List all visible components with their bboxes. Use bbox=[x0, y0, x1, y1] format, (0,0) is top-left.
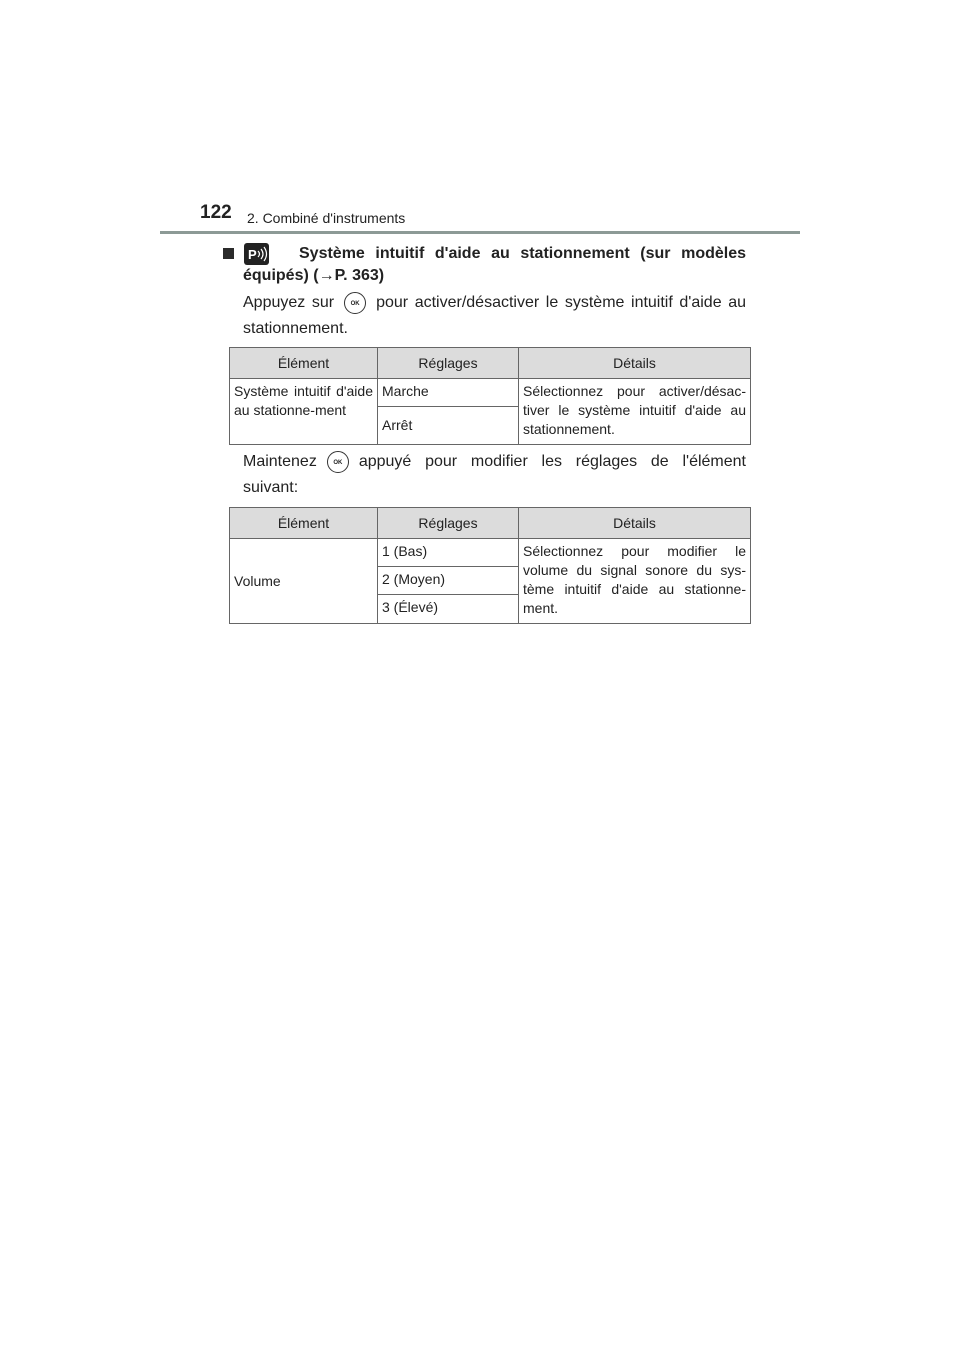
volume-table bbox=[229, 507, 751, 624]
cell-setting-medium: 2 (Moyen) bbox=[378, 567, 519, 595]
cell-element: Volume bbox=[230, 539, 378, 624]
header-settings: Réglages bbox=[378, 508, 519, 539]
cell-setting-off: Arrêt bbox=[378, 407, 519, 445]
header-divider bbox=[160, 231, 800, 234]
cell-setting-high: 3 (Élevé) bbox=[378, 595, 519, 624]
header-element: Élément bbox=[230, 508, 378, 539]
instruction-1-end: pour activer/désactiver le système intuitif d'aide au stationnement. bbox=[243, 294, 746, 337]
parking-assist-icon bbox=[244, 243, 269, 265]
header-settings: Réglages bbox=[378, 348, 519, 379]
section-heading-text: Système intuitif d'aide au stationnement (sur modèles équipés) (→P. 363) bbox=[243, 245, 746, 284]
parking-assist-table bbox=[229, 347, 751, 445]
instruction-1-start: Appuyez sur bbox=[243, 294, 335, 311]
cell-element: Système intuitif d'aide au stationne-ment bbox=[230, 379, 378, 445]
chapter-title: 2. Combiné d'instruments bbox=[247, 210, 406, 226]
svg-text:P: P bbox=[248, 247, 257, 262]
header-details: Détails bbox=[519, 348, 751, 379]
header-details: Détails bbox=[519, 508, 751, 539]
square-bullet-icon bbox=[223, 248, 234, 259]
instruction-2-end: appuyé pour modifier les réglages de l'élément suivant: bbox=[243, 453, 746, 496]
instruction-paragraph-1 bbox=[243, 290, 746, 342]
cell-setting-low: 1 (Bas) bbox=[378, 539, 519, 567]
header-element: Élément bbox=[230, 348, 378, 379]
ok-button-icon: OK bbox=[327, 451, 349, 473]
cell-setting-on: Marche bbox=[378, 379, 519, 407]
instruction-paragraph-2 bbox=[243, 449, 746, 501]
cell-details: Sélectionnez pour activer/désac-tiver le système intuitif d'aide au stationnement. bbox=[519, 379, 751, 445]
cell-details: Sélectionnez pour modifier le volume du signal sonore du sys-tème intuitif d'aide au stationne-ment. bbox=[519, 539, 751, 624]
page-number: 122 bbox=[200, 202, 232, 223]
ok-button-icon: OK bbox=[344, 292, 366, 314]
instruction-2-start: Maintenez bbox=[243, 453, 317, 470]
section-heading bbox=[223, 243, 746, 287]
